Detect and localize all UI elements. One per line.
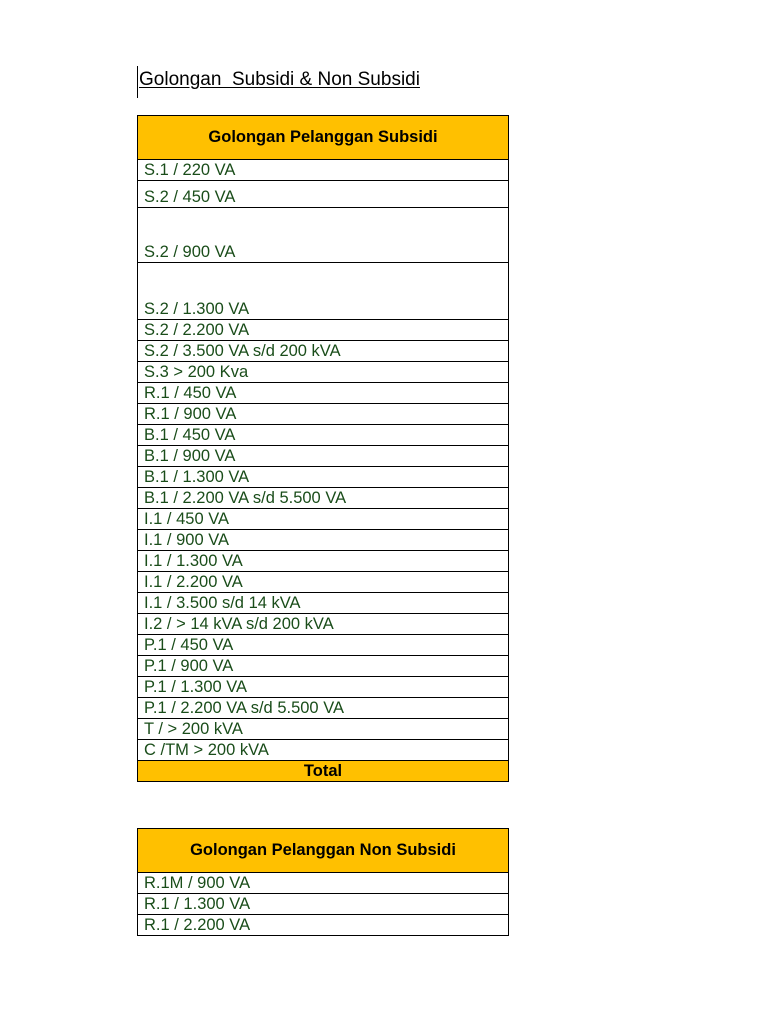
table-row <box>138 446 509 467</box>
table-cell[interactable]: R.1M / 900 VA <box>138 873 509 894</box>
table-row <box>138 320 509 341</box>
table-cell[interactable]: R.1 / 450 VA <box>138 383 509 404</box>
table-row <box>138 915 509 936</box>
total-cell[interactable]: Total <box>138 761 509 782</box>
table-row <box>138 656 509 677</box>
table-row <box>138 341 509 362</box>
table-cell[interactable]: C /TM > 200 kVA <box>138 740 509 761</box>
table-cell[interactable]: P.1 / 1.300 VA <box>138 677 509 698</box>
table-cell[interactable]: I.2 / > 14 kVA s/d 200 kVA <box>138 614 509 635</box>
page-title: Golongan Subsidi & Non Subsidi <box>139 69 420 90</box>
table-cell[interactable]: P.1 / 2.200 VA s/d 5.500 VA <box>138 698 509 719</box>
table-row <box>138 572 509 593</box>
table-cell[interactable]: B.1 / 450 VA <box>138 425 509 446</box>
table-row <box>138 263 509 320</box>
table-cell[interactable]: B.1 / 1.300 VA <box>138 467 509 488</box>
table-cell[interactable]: S.1 / 220 VA <box>138 160 509 181</box>
table-row <box>138 160 509 181</box>
table-cell[interactable]: S.2 / 3.500 VA s/d 200 kVA <box>138 341 509 362</box>
table-row <box>138 181 509 208</box>
table-row <box>138 593 509 614</box>
table-row <box>138 614 509 635</box>
table-row <box>138 488 509 509</box>
table-cell[interactable]: S.2 / 900 VA <box>138 208 509 263</box>
table-row <box>138 698 509 719</box>
table-cell[interactable]: I.1 / 3.500 s/d 14 kVA <box>138 593 509 614</box>
table-cell[interactable]: S.2 / 2.200 VA <box>138 320 509 341</box>
subsidi-table-header-row <box>138 116 509 160</box>
cell-cursor <box>137 66 138 98</box>
table-cell[interactable]: I.1 / 900 VA <box>138 530 509 551</box>
table-cell[interactable]: R.1 / 900 VA <box>138 404 509 425</box>
table-row <box>138 635 509 656</box>
table-row <box>138 467 509 488</box>
nonsubsidi-table-header-row <box>138 829 509 873</box>
table-cell[interactable]: I.1 / 450 VA <box>138 509 509 530</box>
table-row <box>138 362 509 383</box>
table-cell[interactable]: P.1 / 450 VA <box>138 635 509 656</box>
table-row <box>138 677 509 698</box>
table-row <box>138 551 509 572</box>
table-cell[interactable]: S.2 / 1.300 VA <box>138 263 509 320</box>
table-row <box>138 404 509 425</box>
table-row <box>138 530 509 551</box>
table-row <box>138 719 509 740</box>
subsidi-table-header[interactable]: Golongan Pelanggan Subsidi <box>138 116 509 160</box>
table-cell[interactable]: P.1 / 900 VA <box>138 656 509 677</box>
nonsubsidi-table <box>137 828 509 936</box>
table-cell[interactable]: T / > 200 kVA <box>138 719 509 740</box>
total-row <box>138 761 509 782</box>
table-row <box>138 740 509 761</box>
table-row <box>138 873 509 894</box>
table-row <box>138 383 509 404</box>
table-cell[interactable]: I.1 / 1.300 VA <box>138 551 509 572</box>
subsidi-table <box>137 115 509 782</box>
table-row <box>138 894 509 915</box>
table-cell[interactable]: R.1 / 2.200 VA <box>138 915 509 936</box>
table-cell[interactable]: B.1 / 900 VA <box>138 446 509 467</box>
table-row <box>138 425 509 446</box>
table-cell[interactable]: I.1 / 2.200 VA <box>138 572 509 593</box>
table-cell[interactable]: S.3 > 200 Kva <box>138 362 509 383</box>
table-cell[interactable]: B.1 / 2.200 VA s/d 5.500 VA <box>138 488 509 509</box>
table-row <box>138 208 509 263</box>
table-row <box>138 509 509 530</box>
table-cell[interactable]: R.1 / 1.300 VA <box>138 894 509 915</box>
table-cell[interactable]: S.2 / 450 VA <box>138 181 509 208</box>
nonsubsidi-table-header[interactable]: Golongan Pelanggan Non Subsidi <box>138 829 509 873</box>
